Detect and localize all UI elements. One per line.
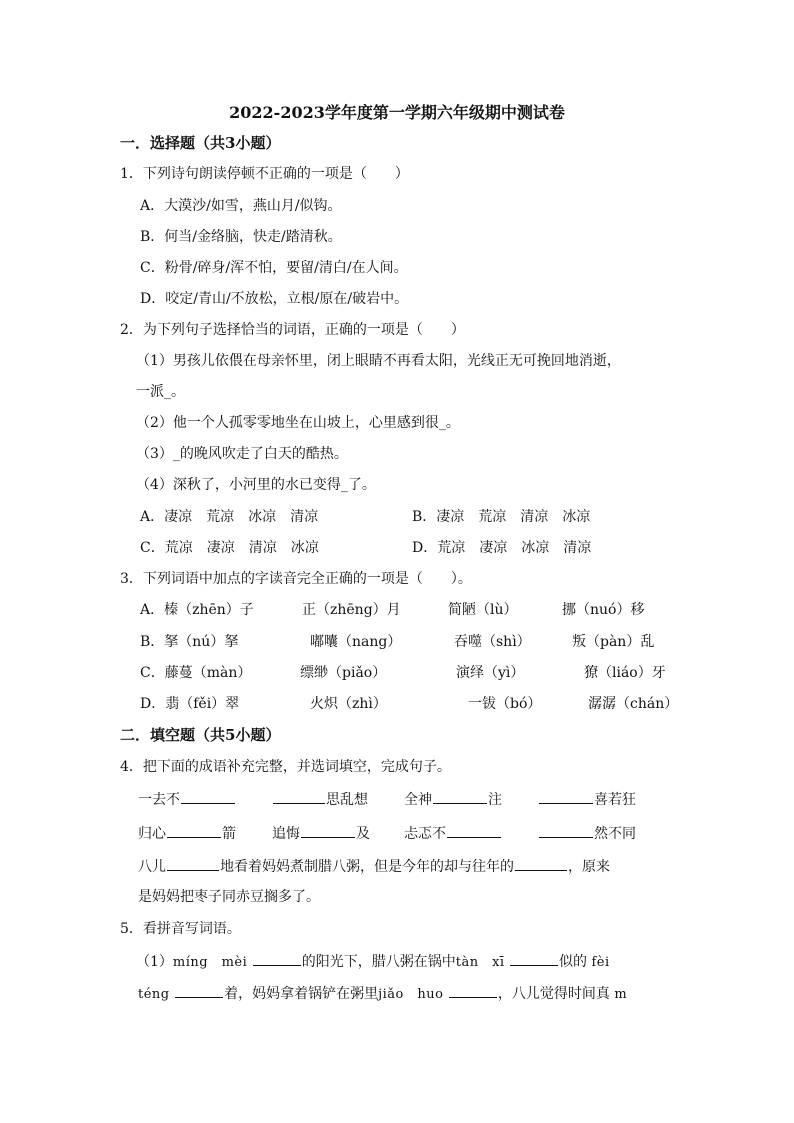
q2-sentence-1a: （1）男孩儿依偎在母亲怀里，闭上眼睛不再看太阳，光线正无可挽回地消逝， xyxy=(136,353,621,369)
q1-option-b: B．何当/金络脑，快走/踏清秋。 xyxy=(140,229,342,245)
pinyin: jiǎo huo xyxy=(378,987,444,1002)
q3-row-b-2: 嘟囔（nang） xyxy=(310,634,402,650)
q2-option-a: A．凄凉 荒凉 冰凉 清凉 xyxy=(140,509,319,525)
q2-option-c: C．荒凉 凄凉 清凉 冰凉 xyxy=(140,540,319,556)
section-heading-1: 一．选择题（共3小题） xyxy=(120,134,281,152)
q2-option-b: B．凄凉 荒凉 清凉 冰凉 xyxy=(412,509,591,525)
q3-row-d-3: 一钹（bó） xyxy=(468,696,542,712)
pinyin: m xyxy=(614,987,628,1002)
q3-row-d-2: 火炽（zhì） xyxy=(310,696,387,712)
q3-row-b-3: 吞噬（shì） xyxy=(454,634,531,650)
blank[interactable] xyxy=(175,983,223,998)
blank[interactable] xyxy=(433,789,487,804)
blank[interactable] xyxy=(273,789,325,804)
q5-stem: 5．看拼音写词语。 xyxy=(120,921,241,937)
section-heading-2: 二．填空题（共5小题） xyxy=(120,726,281,744)
q4-idiom-8: 然不同 xyxy=(538,823,636,844)
q3-row-c-3: 演绎（yì） xyxy=(456,665,525,681)
blank[interactable] xyxy=(253,951,301,966)
q2-stem: 2．为下列句子选择恰当的词语，正确的一项是（ ） xyxy=(120,322,465,338)
q3-stem: 3．下列词语中加点的字读音完全正确的一项是（ ）。 xyxy=(120,571,472,587)
q4-idiom-7: 忐忑不 xyxy=(404,823,502,844)
q2-sentence-4: （4）深秋了，小河里的水已变得_了。 xyxy=(136,477,376,493)
q3-row-c-4: 獠（liáo）牙 xyxy=(584,665,666,681)
q3-row-a-1: A．榛（zhēn）子 xyxy=(140,602,254,618)
blank[interactable] xyxy=(447,823,501,838)
blank[interactable] xyxy=(167,823,221,838)
q4-stem: 4．把下面的成语补充完整，并选词填空，完成句子。 xyxy=(120,759,451,775)
blank[interactable] xyxy=(301,823,355,838)
q1-option-c: C．粉骨/碎身/浑不怕，要留/清白/在人间。 xyxy=(140,260,408,276)
blank[interactable] xyxy=(449,983,497,998)
q3-row-d-4: 潺潺（chán） xyxy=(588,696,679,712)
blank[interactable] xyxy=(510,951,558,966)
pinyin: téng xyxy=(138,987,170,1002)
blank[interactable] xyxy=(539,823,593,838)
pinyin: tàn xī xyxy=(455,955,505,970)
q3-row-a-4: 挪（nuó）移 xyxy=(562,602,645,618)
q3-row-c-2: 缥缈（piǎo） xyxy=(300,665,387,681)
q5-line-1: （1）míng mèi 的阳光下，腊八粥在锅中tàn xī 似的 fèi xyxy=(136,951,610,973)
blank[interactable] xyxy=(539,789,593,804)
q3-row-d-1: D．翡（fěi）翠 xyxy=(140,696,240,712)
q3-row-c-1: C．藤蔓（màn） xyxy=(140,665,252,681)
q4-sentence-2: 是妈妈把枣子同赤豆搁多了。 xyxy=(138,889,320,905)
blank[interactable] xyxy=(167,856,219,871)
q4-idiom-2: 思乱想 xyxy=(272,789,368,810)
q3-row-b-1: B．拏（nú）拏 xyxy=(140,634,239,650)
q3-row-a-3: 简陋（lù） xyxy=(448,602,518,618)
q1-stem: 1．下列诗句朗读停顿不正确的一项是（ ） xyxy=(120,166,409,182)
pinyin: fèi xyxy=(591,955,610,970)
q4-sentence-1: 八儿 地看着妈妈煮制腊八粥，但是今年的却与往年的 ，原来 xyxy=(138,856,610,877)
pinyin: míng mèi xyxy=(172,955,248,970)
q2-sentence-1b: 一派_。 xyxy=(136,384,185,400)
q4-idiom-5: 归心 箭 xyxy=(138,823,236,844)
q2-sentence-3: （3）_的晚风吹走了白天的酷热。 xyxy=(136,446,348,462)
q4-idiom-3: 全神 注 xyxy=(404,789,502,810)
q4-idiom-6: 追悔 及 xyxy=(272,823,370,844)
q1-option-d: D．咬定/青山/不放松，立根/原在/破岩中。 xyxy=(140,291,409,307)
q3-row-a-2: 正（zhēng）月 xyxy=(302,602,401,618)
q3-row-b-4: 叛（pàn）乱 xyxy=(572,634,655,650)
q1-option-a: A．大漠沙/如雪，燕山月/似钩。 xyxy=(140,198,342,214)
q2-option-d: D．荒凉 凄凉 冰凉 清凉 xyxy=(412,540,592,556)
page-title: 2022-2023学年度第一学期六年级期中测试卷 xyxy=(229,103,565,122)
blank[interactable] xyxy=(181,789,235,804)
q5-line-2: téng 着，妈妈拿着锅铲在粥里jiǎo huo ，八儿觉得时间真 m xyxy=(138,983,627,1005)
q4-idiom-4: 喜若狂 xyxy=(538,789,636,810)
q4-idiom-1: 一去不 xyxy=(138,789,236,810)
q2-sentence-2: （2）他一个人孤零零地坐在山坡上，心里感到很_。 xyxy=(136,415,460,431)
blank[interactable] xyxy=(515,856,567,871)
